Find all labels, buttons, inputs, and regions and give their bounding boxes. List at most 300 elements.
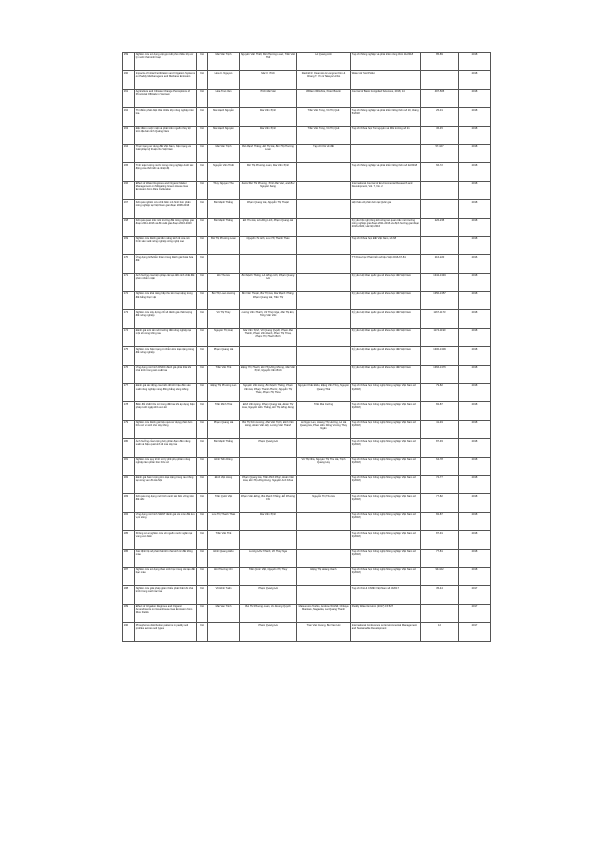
publication-type-cell: KH — [197, 163, 208, 181]
table-row — [123, 292, 491, 310]
page-range-cell: 77-82 — [421, 494, 459, 512]
co-authors-internal-cell: Pham Quang Ha — [240, 623, 297, 641]
publication-title-cell: Agriculture and Climate Change Perceptions of Provincial Officials in Vietnam — [135, 89, 197, 107]
journal-source-cell: Journal of Basic & Applied Sciences, 2018, 14 — [351, 89, 421, 107]
publication-title-cell: Effect of Irrigation Regimes and Organic Amendments on Greenhouse Gas Emission from Rice Fields — [135, 604, 197, 622]
journal-source-cell: Kỷ yếu Hội thảo quốc gia về khoa học đất Việt Nam — [351, 328, 421, 346]
co-authors-internal-cell: Bui Thi Phuong Loan, Vu Duong Quynh — [240, 604, 297, 622]
row-number-cell: 183 — [123, 494, 135, 512]
page-range-cell: 41-49 — [421, 420, 459, 438]
publication-year-cell: 2018 — [459, 531, 491, 549]
publication-type-cell: KH — [197, 310, 208, 328]
co-authors-internal-cell: Phạm Quang Hà — [240, 586, 297, 604]
row-number-cell: 188 — [123, 586, 135, 604]
co-authors-external-cell — [297, 328, 351, 346]
co-authors-internal-cell: Bùi Mạnh Thắng, Đỗ Thị Hà, Bùi Thị Phương Loan — [240, 144, 297, 162]
publication-title-cell: Đặc điểm nước mặt và phát triển nguồn thủy lợi trên địa bàn tỉnh Quảng Nam — [135, 126, 197, 144]
journal-source-cell: Kỷ yếu Hội thảo quốc gia về khoa học đất Việt Nam — [351, 365, 421, 383]
page-range-cell: 57-107 — [421, 144, 459, 162]
co-authors-external-cell: Matsumoto Toshio, Andrew Wnthill, Chitaya Mankwe, Nagaoka, Lai Quang Thanh — [297, 604, 351, 622]
publication-title-cell: Nghiên cứu sử dụng than sinh học trong cải tạo đất bạc màu — [135, 567, 197, 585]
first-author-cell: Bùi Mạnh Thắng — [208, 218, 240, 236]
journal-source-cell: Tạp chí Khoa học Công nghệ Nông nghiệp Việt Nam số 3(2018) — [351, 457, 421, 475]
publication-year-cell: 2018 — [459, 53, 491, 71]
co-authors-external-cell — [297, 586, 351, 604]
co-authors-internal-cell: Phạm Quang Hà, Trần Minh Phúc, Đoàn Văn Hoa, Đỗ Thị Hồng Dung, Nguyễn Anh Khoa — [240, 475, 297, 493]
first-author-cell: Mai Van Trinh — [208, 604, 240, 622]
table-row — [123, 53, 491, 71]
publication-year-cell: 2018 — [459, 108, 491, 126]
co-authors-external-cell — [297, 475, 351, 493]
journal-source-cell: Kỷ yếu Hội thảo quốc gia về khoa học đất Việt Nam — [351, 347, 421, 365]
publication-type-cell: KH — [197, 200, 208, 218]
publication-type-cell: KH — [197, 273, 208, 291]
first-author-cell: Phạm Quang Hà — [208, 347, 240, 365]
publication-type-cell: KH — [197, 236, 208, 254]
journal-source-cell: Tạp chí Khoa học Công nghệ Nông nghiệp Việt Nam số 3(2018) — [351, 494, 421, 512]
row-number-cell: 186 — [123, 549, 135, 567]
journal-source-cell: Tạp chí Khoa học Công nghệ Nông nghiệp Việt Nam số 3(2018) — [351, 402, 421, 420]
publication-title-cell: Kết quả nghiên cứu chế biến mô hình bón phân nông nghiệp tại Việt Nam giai đoạn 2008-2016 — [135, 200, 197, 218]
publication-title-cell: Nghiên cứu đánh giá hiệu quả sử dụng phân bón hữu cơ vi sinh cho cây trồng — [135, 420, 197, 438]
co-authors-external-cell — [297, 181, 351, 199]
publication-title-cell: Biến đổi chất hữu cơ trong đất lúa khi áp dụng biện pháp tưới ngập khô xen kẽ — [135, 402, 197, 420]
publications-table — [122, 52, 491, 642]
journal-source-cell: Tạp chí Khoa học Công nghệ Nông nghiệp Việt Nam số 3(2018) — [351, 512, 421, 530]
co-authors-internal-cell: Nguyễn Tú Anh, Lưu Thị Thanh Thảo — [240, 236, 297, 254]
page-range-cell — [421, 71, 459, 89]
row-number-cell: 167 — [123, 200, 135, 218]
publication-year-cell: 2018 — [459, 475, 491, 493]
journal-source-cell: Tạp chí Khoa học Tài nguyên và Môi trường số 21 — [351, 126, 421, 144]
publication-type-cell: KH — [197, 144, 208, 162]
publication-title-cell: Tính toán lượng nước trong nông nghiệp dưới tác động của thời tiết và nhiệt độ — [135, 163, 197, 181]
journal-source-cell: Water Air Soil Pollut — [351, 71, 421, 89]
co-authors-external-cell: Vũ Thị Nhà, Nguyễn Thị Thu Hà, Trịnh Quang Huy — [297, 457, 351, 475]
co-authors-external-cell — [297, 365, 351, 383]
co-authors-external-cell — [297, 512, 351, 530]
journal-source-cell: International Journal of Environmental Research and Development, Vol. 7, No. 2 — [351, 181, 421, 199]
publication-title-cell: Ứng dụng GIS/viễn thám trong đánh giá thoái hóa đất — [135, 255, 197, 273]
journal-source-cell: Tạp chí Nông nghiệp và phát triển Nông thôn số 10, tháng 5/2018 — [351, 108, 421, 126]
page-range-cell: 64-78 — [421, 457, 459, 475]
row-number-cell: 185 — [123, 531, 135, 549]
co-authors-internal-cell: Trần Quốc Việt, Nguyễn Thị Thủy — [240, 567, 297, 585]
table-row — [123, 512, 491, 530]
journal-source-cell: International Conference on Environmental Management and Sustainable Development — [351, 623, 421, 641]
first-author-cell: Mai Hạnh Nguyễn — [208, 126, 240, 144]
table-row — [123, 567, 491, 585]
page-range-cell — [421, 200, 459, 218]
journal-source-cell: Kỷ yếu hội nghị tổng kết công tác quan trắc môi trường nông nghiệp giai đoạn 2011-2016 và định hướng giai đoạn 2016-2020, Hà Nội 2016 — [351, 218, 421, 236]
first-author-cell: Nguyễn Thị Huệ — [208, 328, 240, 346]
row-number-cell: 165 — [123, 163, 135, 181]
first-author-cell: Lưu Thị Thanh Thảo — [208, 512, 240, 530]
page-range-cell: 35-44 — [421, 586, 459, 604]
publication-year-cell: 2018 — [459, 328, 491, 346]
publication-type-cell: KH — [197, 255, 208, 273]
publication-title-cell: Kết quả quan trắc môi trường đất nông nghiệp giai đoạn 2011-2016 và đề xuất giai đoạn 2016-2020 — [135, 218, 197, 236]
row-number-cell: 177 — [123, 384, 135, 402]
publication-type-cell: KH — [197, 457, 208, 475]
page-range-cell: 77-81 — [421, 549, 459, 567]
co-authors-external-cell: William Wiltshire, Peter Boutin — [297, 89, 351, 107]
page-range-cell: 226-235 — [421, 218, 459, 236]
journal-source-cell: Tạp chí Nông nghiệp và phát triển nông thôn 11/2018 — [351, 53, 421, 71]
first-author-cell: Mai Văn Trịnh — [208, 53, 240, 71]
co-authors-internal-cell: Lương Văn Thành, Vũ Thúy Nga, Mai Thị Em, Tống Văn Văn — [240, 310, 297, 328]
publication-title-cell: Nghiên cứu xây dựng chỉ số đánh giá chất lượng đất nông nghiệp — [135, 310, 197, 328]
co-authors-internal-cell: Phạm Quang Hà — [240, 439, 297, 457]
table-row — [123, 89, 491, 107]
page-range-cell: 497-505 — [421, 89, 459, 107]
publication-title-cell: Nghiên cứu giải pháp giảm thiểu phát thải khí nhà kính trong canh tác lúa — [135, 586, 197, 604]
row-number-cell: 184 — [123, 512, 135, 530]
publication-type-cell: KH — [197, 439, 208, 457]
co-authors-internal-cell: Đỗ Thu Hà, Lê Hồng Linh, Phạm Quang Hà — [240, 218, 297, 236]
row-number-cell: 173 — [123, 310, 135, 328]
first-author-cell — [208, 623, 240, 641]
journal-source-cell: Kỷ yếu Hội thảo quốc gia về khoa học đất Việt Nam — [351, 292, 421, 310]
row-number-cell: 180 — [123, 439, 135, 457]
page-range-cell: 99-102 — [421, 567, 459, 585]
journal-source-cell: Tạp chí Khoa học Công nghệ Nông nghiệp Việt Nam số 3(2018) — [351, 567, 421, 585]
publication-type-cell: KH — [197, 567, 208, 585]
publication-type-cell: KH — [197, 512, 208, 530]
journal-source-cell: Tạp chí Nông nghiệp và phát triển Nông thôn số 22/2018 — [351, 163, 421, 181]
table-row — [123, 347, 491, 365]
co-authors-internal-cell — [240, 347, 297, 365]
journal-source-cell: Tạp chí Khoa học Công nghệ Nông nghiệp Việt Nam số 3(2018) — [351, 531, 421, 549]
publication-title-cell: Đánh giá hàm lượng kim loại nặng trong rau trồng tại vùng ven đô Hà Nội — [135, 475, 197, 493]
first-author-cell — [208, 255, 240, 273]
publication-year-cell: 2018 — [459, 292, 491, 310]
publication-year-cell: 2018 — [459, 236, 491, 254]
publication-year-cell: 2018 — [459, 347, 491, 365]
first-author-cell: Hoa Tran Van — [208, 89, 240, 107]
co-authors-internal-cell: Nguyễn Văn Thiết, Bùi Phương Loan, Trần Văn Thể — [240, 53, 297, 71]
co-authors-external-cell — [297, 310, 351, 328]
table-row — [123, 475, 491, 493]
co-authors-internal-cell: Bùi Văn Thuận, Bùi Thị Hà, Mai Mạnh Thắng, Phạm Quang Hà, Trần Thị — [240, 292, 297, 310]
co-authors-external-cell — [297, 236, 351, 254]
publication-title-cell: Xác định hệ số phát thải khí nhà kính từ đất trồng màu — [135, 549, 197, 567]
row-number-cell: 189 — [123, 604, 135, 622]
publication-year-cell: 2017 — [459, 604, 491, 622]
publication-title-cell: Nghiên cứu sử dụng vật gọn kết phù nhiều lớp xử lý nước thải sinh hoạt — [135, 53, 197, 71]
page-range-cell: 82-87 — [421, 512, 459, 530]
row-number-cell: 182 — [123, 475, 135, 493]
page-range-cell: 87-91 — [421, 531, 459, 549]
publication-title-cell: Impacts of Initial Fertilization and Irrigation Systems on Paddy Methanogens and Methane Emission — [135, 71, 197, 89]
page-range-cell: 1350-1357 — [421, 292, 459, 310]
co-authors-external-cell: Nguyễn Khắc Điều, Đặng Văn Thùy, Nguyễn Quang Thái — [297, 384, 351, 402]
journal-source-cell — [351, 144, 421, 162]
row-number-cell: 169 — [123, 236, 135, 254]
table-row — [123, 144, 491, 162]
publication-title-cell: Effect of Water Regimes and Organic Matter Management on Mitigating Green House Gas Emission from Rice Cultivation — [135, 181, 197, 199]
co-authors-internal-cell: Bùi Mạnh Thắng, Lê Hồng Linh, Phạm Quang Hà — [240, 273, 297, 291]
first-author-cell: Bùi Mạnh Thắng — [208, 200, 240, 218]
row-number-cell: 168 — [123, 218, 135, 236]
row-number-cell: 187 — [123, 567, 135, 585]
first-author-cell: Trần Minh Thái — [208, 402, 240, 420]
publication-type-cell: KH — [197, 604, 208, 622]
journal-source-cell: Tạp chí Khoa học Công nghệ Nông nghiệp Việt Nam số 3(2018) — [351, 420, 421, 438]
publication-type-cell: KH — [197, 623, 208, 641]
table-row — [123, 494, 491, 512]
table-row — [123, 273, 491, 291]
table-row — [123, 531, 491, 549]
co-authors-external-cell — [297, 163, 351, 181]
co-authors-external-cell — [297, 292, 351, 310]
row-number-cell: 175 — [123, 347, 135, 365]
publication-title-cell: Thí điểm phân biệt thải nhiều lớp nông nghiệp trên lúa — [135, 108, 197, 126]
page-range-cell: 85-89 — [421, 53, 459, 71]
publication-title-cell: Ứng dụng mô hình DNDC đánh giá phát thải khí nhà kính trong sản xuất lúa — [135, 365, 197, 383]
co-authors-external-cell: Trần Văn Tùng, Vũ Thị Quế — [297, 108, 351, 126]
journal-source-cell: Tạp chí Khoa học Công nghệ Nông nghiệp Việt Nam số 3(2018) — [351, 384, 421, 402]
co-authors-external-cell — [297, 218, 351, 236]
publication-title-cell: Ứng dụng mô hình SWAT đánh giá xói mòn đất lưu vực sông — [135, 512, 197, 530]
co-authors-internal-cell: Phạm Quang Hà, Nguyễn Thị Thuận — [240, 200, 297, 218]
first-author-cell: Mai Hạnh Nguyễn — [208, 108, 240, 126]
table-row — [123, 71, 491, 89]
publication-year-cell: 2018 — [459, 439, 491, 457]
page-range-cell: 1300-1309 — [421, 347, 459, 365]
co-authors-external-cell: Tạp chí KH về đất — [297, 144, 351, 162]
journal-source-cell: Tạp chí Khoa học Công nghệ Nông nghiệp Việt Nam số 3(2018) — [351, 439, 421, 457]
journal-source-cell: Paddy Water Environ (2017) 15:527 — [351, 604, 421, 622]
row-number-cell: 166 — [123, 181, 135, 199]
co-authors-external-cell: Đặng Thị Hoàng Oanh — [297, 567, 351, 585]
first-author-cell: Trần Quốc Việt — [208, 494, 240, 512]
table-row — [123, 310, 491, 328]
page-range-cell: 1366-1376 — [421, 365, 459, 383]
co-authors-internal-cell: Phạm Văn Đông, Bùi Mạnh Thắng, Đỗ Phương Chi — [240, 494, 297, 512]
table-row — [123, 623, 491, 641]
publication-title-cell: Thực trạng sử dụng đất Việt Nam, hiện trạng và Giải pháp kỹ thuật cho Việt Nam — [135, 144, 197, 162]
page-range-cell — [421, 236, 459, 254]
journal-source-cell: Tạp chí Khoa học Công nghệ Nông nghiệp Việt Nam số 3(2018) — [351, 475, 421, 493]
publication-title-cell: Đánh giá sức tải môi trường đất nông nghiệp tại một số vùng trồng rau — [135, 328, 197, 346]
table-row — [123, 181, 491, 199]
first-author-cell: Đỗ Phương Chi — [208, 567, 240, 585]
publication-year-cell: 2018 — [459, 71, 491, 89]
first-author-cell: Phạm Quang Hà — [208, 420, 240, 438]
co-authors-internal-cell: Mai Văn Trịnh — [240, 512, 297, 530]
first-author-cell: Hoa C. Nguyen — [208, 71, 240, 89]
table-row — [123, 255, 491, 273]
publication-year-cell: 2018 — [459, 494, 491, 512]
first-author-cell: Đinh Tiến Dũng — [208, 457, 240, 475]
publication-year-cell: 2018 — [459, 457, 491, 475]
co-authors-external-cell — [297, 200, 351, 218]
publication-type-cell: KH — [197, 71, 208, 89]
publication-year-cell: 2018 — [459, 273, 491, 291]
publication-year-cell: 2018 — [459, 402, 491, 420]
co-authors-internal-cell: Bùi Thị Phương Loan, Mai Văn Trịnh — [240, 163, 297, 181]
row-number-cell: 170 — [123, 255, 135, 273]
first-author-cell: Mai Văn Trịnh — [208, 144, 240, 162]
page-range-cell: 82-87 — [421, 402, 459, 420]
publication-type-cell: KH — [197, 549, 208, 567]
table-row — [123, 328, 491, 346]
table-row — [123, 384, 491, 402]
co-authors-external-cell — [297, 531, 351, 549]
first-author-cell: Trần Văn Thể — [208, 365, 240, 383]
table-row — [123, 236, 491, 254]
first-author-cell: Bùi Thị Phương Loan — [208, 236, 240, 254]
table-row — [123, 163, 491, 181]
publication-title-cell: Nghiên cứu khả năng hấp thu kim loại nặng trong đất bằng thực vật — [135, 292, 197, 310]
row-number-cell: 164 — [123, 144, 135, 162]
page-range-cell — [421, 181, 459, 199]
publication-type-cell: KH — [197, 384, 208, 402]
first-author-cell: Bùi Thị Loan Hương — [208, 292, 240, 310]
table-row — [123, 549, 491, 567]
journal-source-cell: Hội thảo về phân bón tại Quốc gia — [351, 200, 421, 218]
publication-type-cell: KH — [197, 108, 208, 126]
row-number-cell: 172 — [123, 292, 135, 310]
publication-type-cell: KH — [197, 531, 208, 549]
publication-title-cell: Nghiên cứu hiện trạng ô nhiễm kim loại nặng trong đất nông nghiệp — [135, 347, 197, 365]
journal-source-cell: Kỷ yếu Hội thảo quốc gia về khoa học đất Việt Nam — [351, 310, 421, 328]
row-number-cell: 160 — [123, 71, 135, 89]
co-authors-external-cell: Nguyễn Thị Thu Hà — [297, 494, 351, 512]
publication-year-cell: 2017 — [459, 623, 491, 641]
publication-year-cell: 2018 — [459, 549, 491, 567]
table-row — [123, 604, 491, 622]
table-row — [123, 420, 491, 438]
page-range-cell: 87-93 — [421, 439, 459, 457]
publication-type-cell: KH — [197, 126, 208, 144]
table-row — [123, 439, 491, 457]
co-authors-external-cell: Lê Ngọc Lan, Hoàng Thị Hường, Lê Hà Quang Hà, Phan Hữu Dũng Vương Thúy Ngân — [297, 420, 351, 438]
journal-source-cell: Tạp chí Khoa học Công nghệ Nông nghiệp Việt Nam số 3(2018) — [351, 549, 421, 567]
publication-year-cell: 2018 — [459, 218, 491, 236]
page-range-cell: 216-220 — [421, 255, 459, 273]
publication-type-cell: KH — [197, 494, 208, 512]
co-authors-internal-cell: Lương Hữu Thành, Vũ Thúy Nga — [240, 549, 297, 567]
page-range-cell: 1174-1190 — [421, 328, 459, 346]
page-range-cell: 66-72 — [421, 163, 459, 181]
publication-type-cell: KH — [197, 475, 208, 493]
table-row — [123, 586, 491, 604]
co-authors-external-cell: Lê Quang Anh — [297, 53, 351, 71]
publication-type-cell: KH — [197, 586, 208, 604]
publication-type-cell: KH — [197, 365, 208, 383]
publications-table-body — [123, 53, 491, 642]
row-number-cell: 190 — [123, 623, 135, 641]
co-authors-internal-cell: Nguyễn Văn Hùng, Bùi Mạnh Thắng, Phạm Văn Hà, Phạm Thanh Phước, Nguyễn Thị Thảo, Phạm Thị Thoa — [240, 384, 297, 402]
co-authors-internal-cell: Mai Văn Trịnh, Vũ Quang Quyết, Phạm Mai Thành, Phạm Văn Danh, Phan Thị Thoa, Phạm Thị Thanh Bích — [240, 328, 297, 346]
co-authors-external-cell — [297, 273, 351, 291]
journal-source-cell: Kỷ yếu Hội thảo quốc gia về khoa học đất Việt Nam — [351, 273, 421, 291]
row-number-cell: 171 — [123, 273, 135, 291]
journal-source-cell: Tạp chí Khoa học Đất Việt Nam, số 68 — [351, 236, 421, 254]
co-authors-external-cell — [297, 549, 351, 567]
publication-year-cell: 2018 — [459, 181, 491, 199]
first-author-cell: Nguyễn Văn Thiết — [208, 163, 240, 181]
co-authors-external-cell: Trần Văn Tùng, Vũ Thị Quế — [297, 126, 351, 144]
publication-year-cell: 2018 — [459, 567, 491, 585]
publication-type-cell: KH — [197, 89, 208, 107]
page-range-cell: 72-77 — [421, 475, 459, 493]
co-authors-external-cell — [297, 255, 351, 273]
publication-title-cell: Nghiên cứu đánh giá tiềm năng kinh tế của mô hình sản xuất nông nghiệp công nghệ cao — [135, 236, 197, 254]
publication-year-cell: 2018 — [459, 384, 491, 402]
page-range-cell: 1342-1349 — [421, 273, 459, 291]
publication-title-cell: Ảnh hưởng của lượng bón phân đạm đến năng suất và hiệu quả kinh tế của cây lúa — [135, 439, 197, 457]
co-authors-internal-cell — [240, 255, 297, 273]
first-author-cell: Đỗ Thu Hà — [208, 273, 240, 291]
row-number-cell: 159 — [123, 53, 135, 71]
table-row — [123, 457, 491, 475]
publication-title-cell: Đánh giá tác động của biến đổi khí hậu đến sản xuất nông nghiệp vùng đồng bằng sông Hồng — [135, 384, 197, 402]
publication-type-cell: KH — [197, 181, 208, 199]
co-authors-internal-cell: Đinh Văn Hùng, Phạm Quang Hà, Đoàn Thị Hoa, Nguyễn Hữu Thắng, Đỗ Thị Hồng Dung — [240, 402, 297, 420]
co-authors-internal-cell: Mai V. Trinh — [240, 71, 297, 89]
table-row — [123, 108, 491, 126]
first-author-cell: Đặng Thị Phương Lan — [208, 384, 240, 402]
first-author-cell: Đinh Quang Hiếu — [208, 549, 240, 567]
co-authors-external-cell — [297, 347, 351, 365]
row-number-cell: 163 — [123, 126, 135, 144]
publication-type-cell: KH — [197, 53, 208, 71]
first-author-cell: Trần Văn Thể — [208, 531, 240, 549]
first-author-cell: Vũ Đình Tuấn — [208, 586, 240, 604]
table-row — [123, 200, 491, 218]
co-authors-internal-cell: Đặng Thị Thanh, Đỗ Thị Hồng Nhung, Mai Văn Trịnh, Nguyễn Văn Bình — [240, 365, 297, 383]
first-author-cell: Thuy Nguyen Thu — [208, 181, 240, 199]
page-range-cell: 12 — [421, 623, 459, 641]
co-authors-internal-cell: Bùi Thị Kim Hương, Mai Văn Trịnh, Đinh Văn Hùng, Đoàn Văn Hội, Lương Văn Thành — [240, 420, 297, 438]
publication-year-cell: 2018 — [459, 163, 491, 181]
row-number-cell: 162 — [123, 108, 135, 126]
publication-year-cell: 2018 — [459, 420, 491, 438]
row-number-cell: 181 — [123, 457, 135, 475]
table-row — [123, 218, 491, 236]
publication-type-cell: KH — [197, 420, 208, 438]
publication-type-cell: KH — [197, 402, 208, 420]
first-author-cell: Bùi Mạnh Thắng — [208, 439, 240, 457]
journal-source-cell: Tạp chí KH & CNNN Việt Nam số 3/2017 — [351, 586, 421, 604]
publication-title-cell: Ảnh hưởng của biện pháp cải tạo đến tính chất đất phèn nhiễm mặn — [135, 273, 197, 291]
publication-title-cell: Phosphorus distribution patterns in paddy soil profiles across soil types — [135, 623, 197, 641]
co-authors-internal-cell: Mai Văn Trịnh — [240, 126, 297, 144]
page-range-cell: 25-31 — [421, 108, 459, 126]
publication-title-cell: Kết quả ứng dụng mô hình canh tác bền vững trên đất dốc — [135, 494, 197, 512]
row-number-cell: 174 — [123, 328, 135, 346]
publication-title-cell: Không có ai nghiên cứu về nguồn nước ngầm tại vùng ven biển — [135, 531, 197, 549]
page-range-cell: 79-82 — [421, 384, 459, 402]
publication-year-cell: 2018 — [459, 144, 491, 162]
co-authors-internal-cell: Trinh Mai Van — [240, 89, 297, 107]
page-range-cell — [421, 604, 459, 622]
publication-year-cell: 2018 — [459, 512, 491, 530]
co-authors-internal-cell — [240, 457, 297, 475]
journal-source-cell: TT Khoa học Phát triển số liệu Việt 2016-67-81 — [351, 255, 421, 273]
publication-year-cell: 2016 — [459, 255, 491, 273]
publication-type-cell: KH — [197, 218, 208, 236]
table-row — [123, 402, 491, 420]
publication-title-cell: Nghiên cứu quy trình xử lý phế phụ phẩm nông nghiệp làm phân bón hữu cơ — [135, 457, 197, 475]
publication-year-cell: 2018 — [459, 365, 491, 383]
row-number-cell: 161 — [123, 89, 135, 107]
table-row — [123, 365, 491, 383]
first-author-cell: Vũ Thị Thúy — [208, 310, 240, 328]
